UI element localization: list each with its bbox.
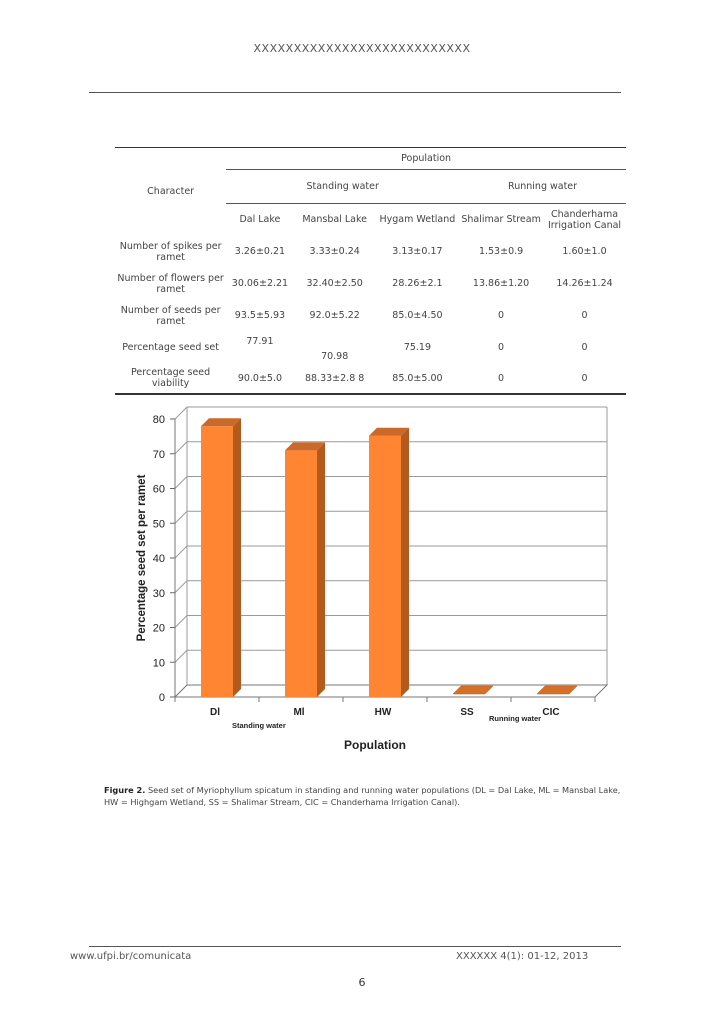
table-cell: 32.40±2.50 <box>306 278 363 289</box>
bar-side <box>317 442 325 697</box>
x-category-label: CIC <box>542 707 560 718</box>
table-cell: 0 <box>543 364 626 394</box>
footer-url[interactable]: www.ufpi.br/comunicata <box>70 951 192 962</box>
table-cell: 0 <box>581 342 588 353</box>
table-cell: 0 <box>498 310 505 321</box>
table-cell: 0 <box>498 342 505 353</box>
table-cell: 90.0±5.0 <box>226 364 293 394</box>
character-header: Character <box>115 148 226 236</box>
figure-caption <box>104 784 634 808</box>
table-cell: 13.86±1.20 <box>472 278 530 289</box>
table-cell: 70.98 <box>321 350 349 362</box>
row-label: Percentage seed viability <box>115 364 226 394</box>
table-cell: 30.06±2.21 <box>231 278 289 289</box>
table-cell: 0 <box>581 310 588 321</box>
table-cell: 88.33±2.8 8 <box>294 364 376 394</box>
row-label: Number of seeds per ramet <box>120 304 221 327</box>
y-tick-label: 30 <box>152 587 165 600</box>
table-cell: 1.53±0.9 <box>478 246 524 257</box>
x-category-label: Dl <box>210 707 220 718</box>
running-title: XXXXXXXXXXXXXXXXXXXXXXXXXXX <box>253 42 471 55</box>
bar-front <box>285 450 317 697</box>
population-header: Population <box>226 148 626 170</box>
bar-front <box>369 436 401 697</box>
group-label-running: Running water <box>489 714 542 723</box>
table-cell: 14.26±1.24 <box>556 278 613 289</box>
row-label: Number of spikes per ramet <box>119 240 222 263</box>
x-category-label: SS <box>460 707 474 718</box>
gridline-depth <box>175 477 187 489</box>
table-row <box>115 364 626 394</box>
bar-side <box>233 418 241 697</box>
table-cell: 0 <box>459 364 543 394</box>
footer-rule <box>89 946 621 947</box>
col-shalimar-stream: Shalimar Stream <box>459 204 543 236</box>
y-tick-label: 0 <box>158 692 165 704</box>
table-row <box>115 268 626 300</box>
col-mansbal-lake: Mansbal Lake <box>294 204 376 236</box>
caption-text: Seed set of Myriophyllum spicatum in standing and running water populations (DL = Dal Lake, ML = Mansbal Lake, HW = Highgam Wetland, SS = Shalimar Stream, CIC = Chanderhama Irrigation Canal). <box>104 785 621 807</box>
table-row <box>115 300 626 332</box>
table-cell: 3.33±0.24 <box>309 246 360 257</box>
gridline-depth <box>175 546 187 558</box>
col-hygam-wetland: Hygam Wetland <box>376 204 459 236</box>
table-cell: 28.26±2.1 <box>392 278 443 289</box>
gridline-depth <box>175 581 187 593</box>
row-label: Percentage seed set <box>122 342 219 353</box>
gridline-depth <box>175 407 187 419</box>
table-cell: 85.0±5.00 <box>376 364 459 394</box>
table-cell: 1.60±1.0 <box>562 246 607 257</box>
y-tick-label: 10 <box>152 657 165 670</box>
y-tick-label: 40 <box>152 553 165 565</box>
data-table <box>115 147 626 395</box>
group-standing-water: Standing water <box>226 170 459 204</box>
col-chanderhama-canal: Chanderhama Irrigation Canal <box>543 204 626 236</box>
y-tick-label: 20 <box>152 622 165 635</box>
group-running-water: Running water <box>459 170 626 204</box>
y-tick-label: 60 <box>152 483 165 496</box>
table-cell: 75.19 <box>403 342 432 353</box>
caption-label: Figure 2. <box>104 785 146 795</box>
y-tick-label: 70 <box>152 448 165 461</box>
y-tick-label: 50 <box>152 518 165 531</box>
bar-front <box>201 426 233 697</box>
bar-side <box>401 428 409 697</box>
x-category-label: Ml <box>293 707 305 718</box>
table-cell: 77.91 <box>246 335 274 347</box>
gridline-depth <box>175 442 187 454</box>
row-label: Number of flowers per ramet <box>117 272 224 295</box>
footer-citation: XXXXXX 4(1): 01-12, 2013 <box>456 951 589 962</box>
table-cell: 92.0±5.22 <box>309 310 360 321</box>
table-cell: 3.26±0.21 <box>234 246 286 257</box>
x-axis-title: Population <box>344 738 406 752</box>
seed-set-bar-chart <box>130 402 615 757</box>
group-label-standing: Standing water <box>232 721 286 730</box>
y-tick-label: 80 <box>152 414 165 426</box>
gridline-depth <box>175 650 187 662</box>
table-row <box>115 332 626 364</box>
table-cell: 3.13±0.17 <box>392 246 443 257</box>
x-category-label: HW <box>374 707 392 718</box>
gridline-depth <box>175 616 187 628</box>
table-cell: 93.5±5.93 <box>234 310 286 321</box>
page-number: 6 <box>358 976 366 989</box>
table-cell: 85.0±4.50 <box>392 310 443 321</box>
table-row <box>115 236 626 268</box>
y-axis-title: Percentage seed set per ramet <box>136 474 148 642</box>
col-dal-lake: Dal Lake <box>226 204 293 236</box>
header-rule <box>89 92 621 93</box>
gridline-depth <box>175 511 187 523</box>
